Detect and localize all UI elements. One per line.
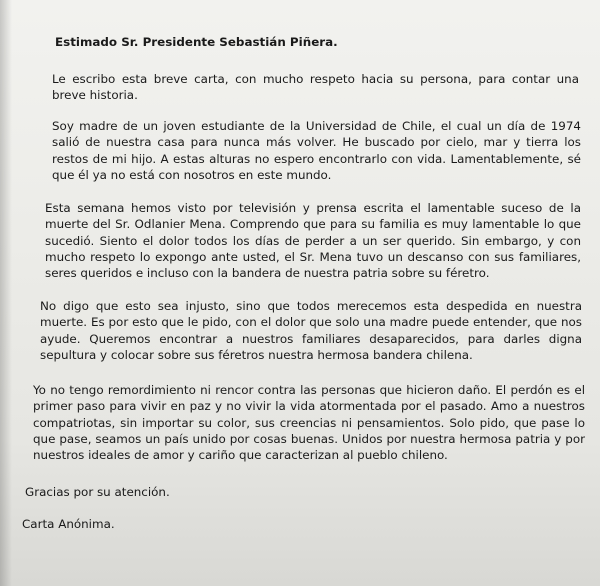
letter-greeting: Estimado Sr. Presidente Sebastián Piñera.: [55, 35, 338, 49]
page-shadow: [0, 0, 12, 586]
paragraph-forgiveness: Yo no tengo remordimiento ni rencor contra las personas que hicieron daño. El perdón es el primer paso para vivir en paz y no vivir la vida atormentada por el pasado. Amo a nuestros compatriotas, sin importar su color, sus creencias ni pensamientos. Solo pido, que pase lo que pase, seamos un país unido por cosas buenas. Unidos por nuestra hermosa patria y por nuestros ideales de amor y cariño que caracterizan al pueblo chileno.: [33, 383, 585, 463]
paragraph-intro: Le escribo esta breve carta, con mucho respeto hacia su persona, para contar una breve historia.: [52, 72, 579, 103]
letter-signature: Carta Anónima.: [22, 517, 115, 531]
paragraph-son-story: Soy madre de un joven estudiante de la Universidad de Chile, el cual un día de 1974 salió de nuestra casa para nunca más volver. He buscado por cielo, mar y tierra los restos de mi hijo. A estas alturas no espero encontrarlo con vida. Lamentablemente, sé que él ya no está con nosotros en este mundo.: [52, 119, 581, 182]
paragraph-mena-news: Esta semana hemos visto por televisión y prensa escrita el lamentable suceso de la muerte del Sr. Odlanier Mena. Comprendo que para su familia es muy lamentable lo que sucedió. Siento el dolor todos los días de perder a un ser querido. Sin embargo, y con mucho respeto lo expongo ante usted, el Sr. Mena tuvo un descanso con sus familiares, seres queridos e incluso con la bandera de nuestra patria sobre su féretro.: [45, 201, 581, 281]
letter-closing: Gracias por su atención.: [25, 485, 170, 499]
paragraph-request: No digo que esto sea injusto, sino que todos merecemos esta despedida en nuestra muerte. Es por esto que le pido, con el dolor que solo una madre puede entender, que nos ayude. Queremos encontrar a nuestros familiares desaparecidos, para darles digna sepultura y colocar sobre sus féretros nuestra hermosa bandera chilena.: [40, 299, 582, 362]
